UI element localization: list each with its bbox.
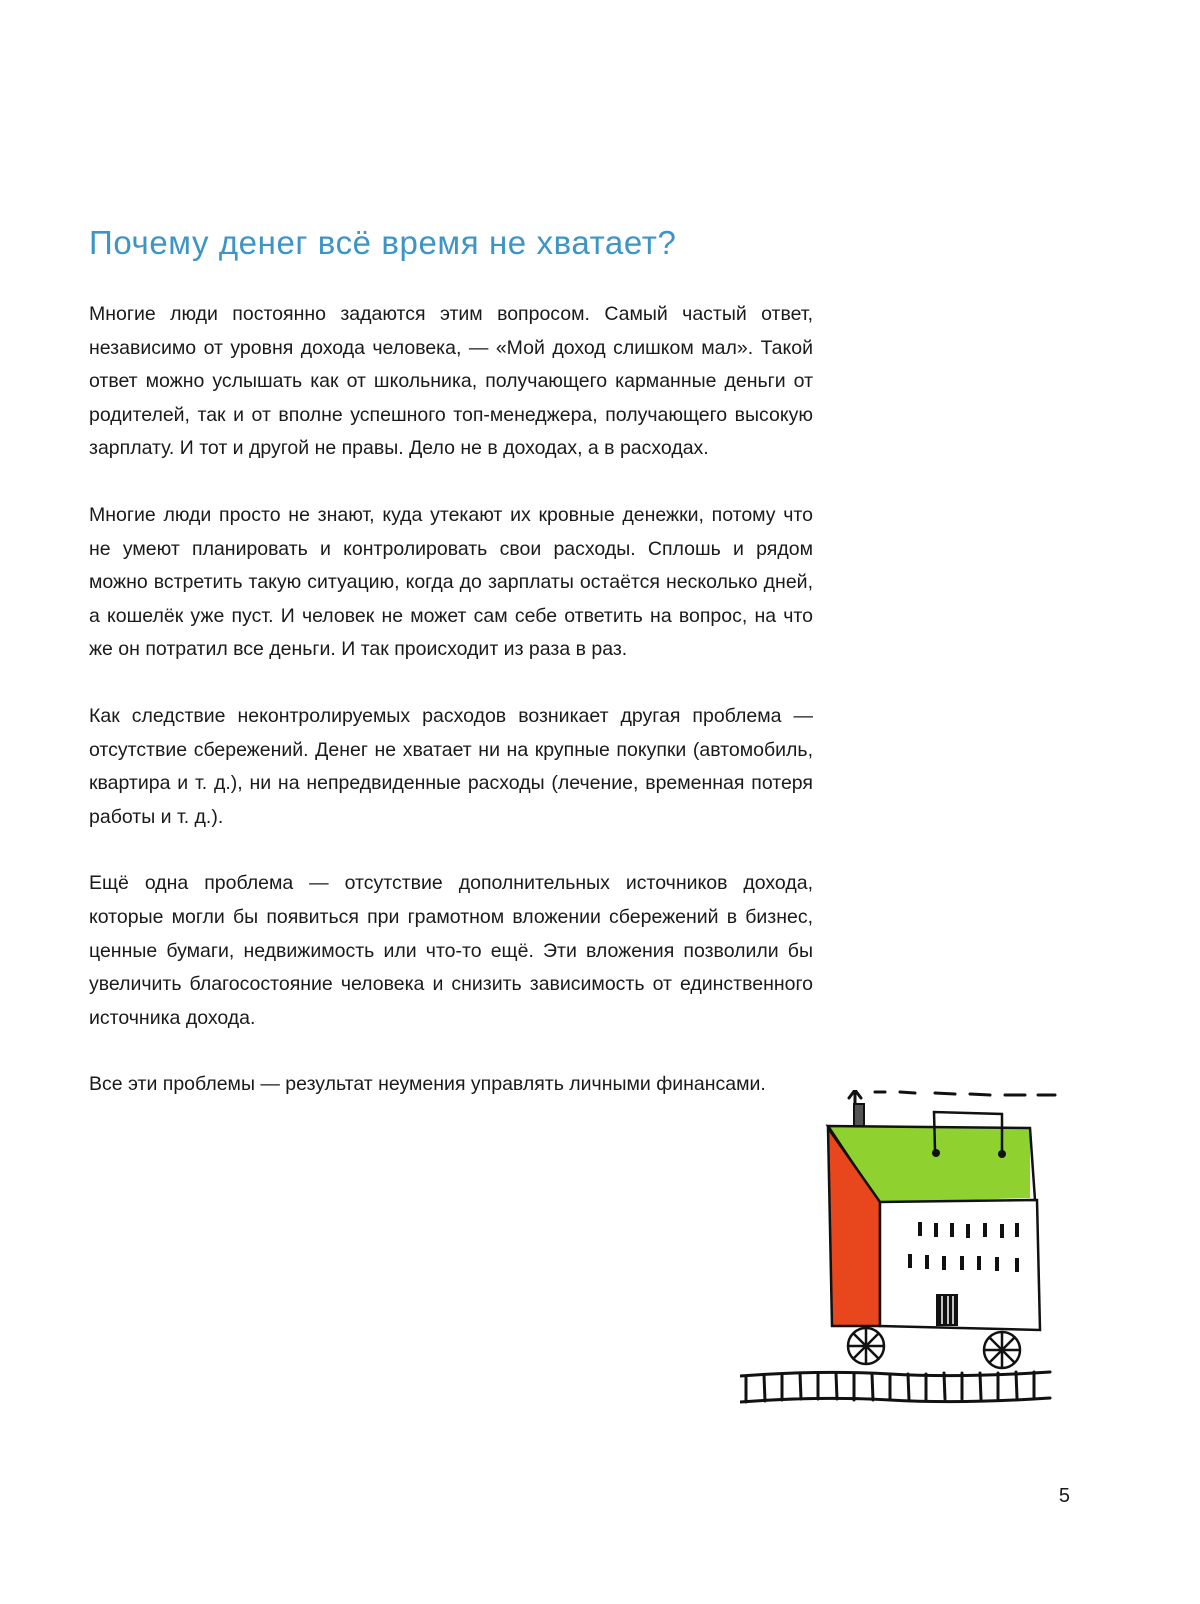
paragraph: Как следствие неконтролируемых расходов возникает другая проблема — отсутствие сбережений. Денег не хватает ни на крупные покупки (автомобиль, квартира и т. д.), ни на непредвиденные расходы (лечение, временная потеря работы и т. д.). — [89, 704, 813, 828]
wheel — [848, 1328, 884, 1364]
paragraph: Многие люди постоянно задаются этим вопросом. Самый частый ответ, независимо от уровня дохода человека, — «Мой доход слишком мал». Такой ответ можно услышать как от школьника, получающего карманные деньги от родителей, так и от вполне успешного топ-менеджера, получающего высокую зарплату. И тот и другой не правы. Дело не в доходах, а в расходах. — [89, 303, 813, 460]
page-title: Почему денег всё время не хватает? — [89, 224, 677, 261]
dashed-line — [849, 1090, 1055, 1118]
wheel — [984, 1332, 1020, 1368]
paragraph: Ещё одна проблема — отсутствие дополнительных источников дохода, которые могли бы появиться при грамотном вложении сбережений в бизнес, ценные бумаги, недвижимость или что-то ещё. Эти вложения позволили бы увеличить благосостояние человека и снизить зависимость от единственного источника дохода. — [89, 872, 813, 1029]
paragraph: Все эти проблемы — результат неумения управлять личными финансами. — [89, 1073, 766, 1096]
door — [936, 1294, 958, 1326]
rails — [740, 1372, 1050, 1402]
page-number: 5 — [1058, 1485, 1070, 1507]
chimney — [854, 1104, 864, 1126]
house-on-wheels-icon — [740, 1090, 1080, 1440]
paragraph: Многие люди просто не знают, куда утекают их кровные денежки, потому что не умеют планировать и контролировать свои расходы. Сплошь и рядом можно встретить такую ситуацию, когда до зарплаты остаётся несколько дней, а кошелёк уже пуст. И человек не может сам себе ответить на вопрос, на что же он потратил все деньги. И так происходит из раза в раз. — [89, 503, 813, 661]
body-text — [89, 298, 813, 1135]
